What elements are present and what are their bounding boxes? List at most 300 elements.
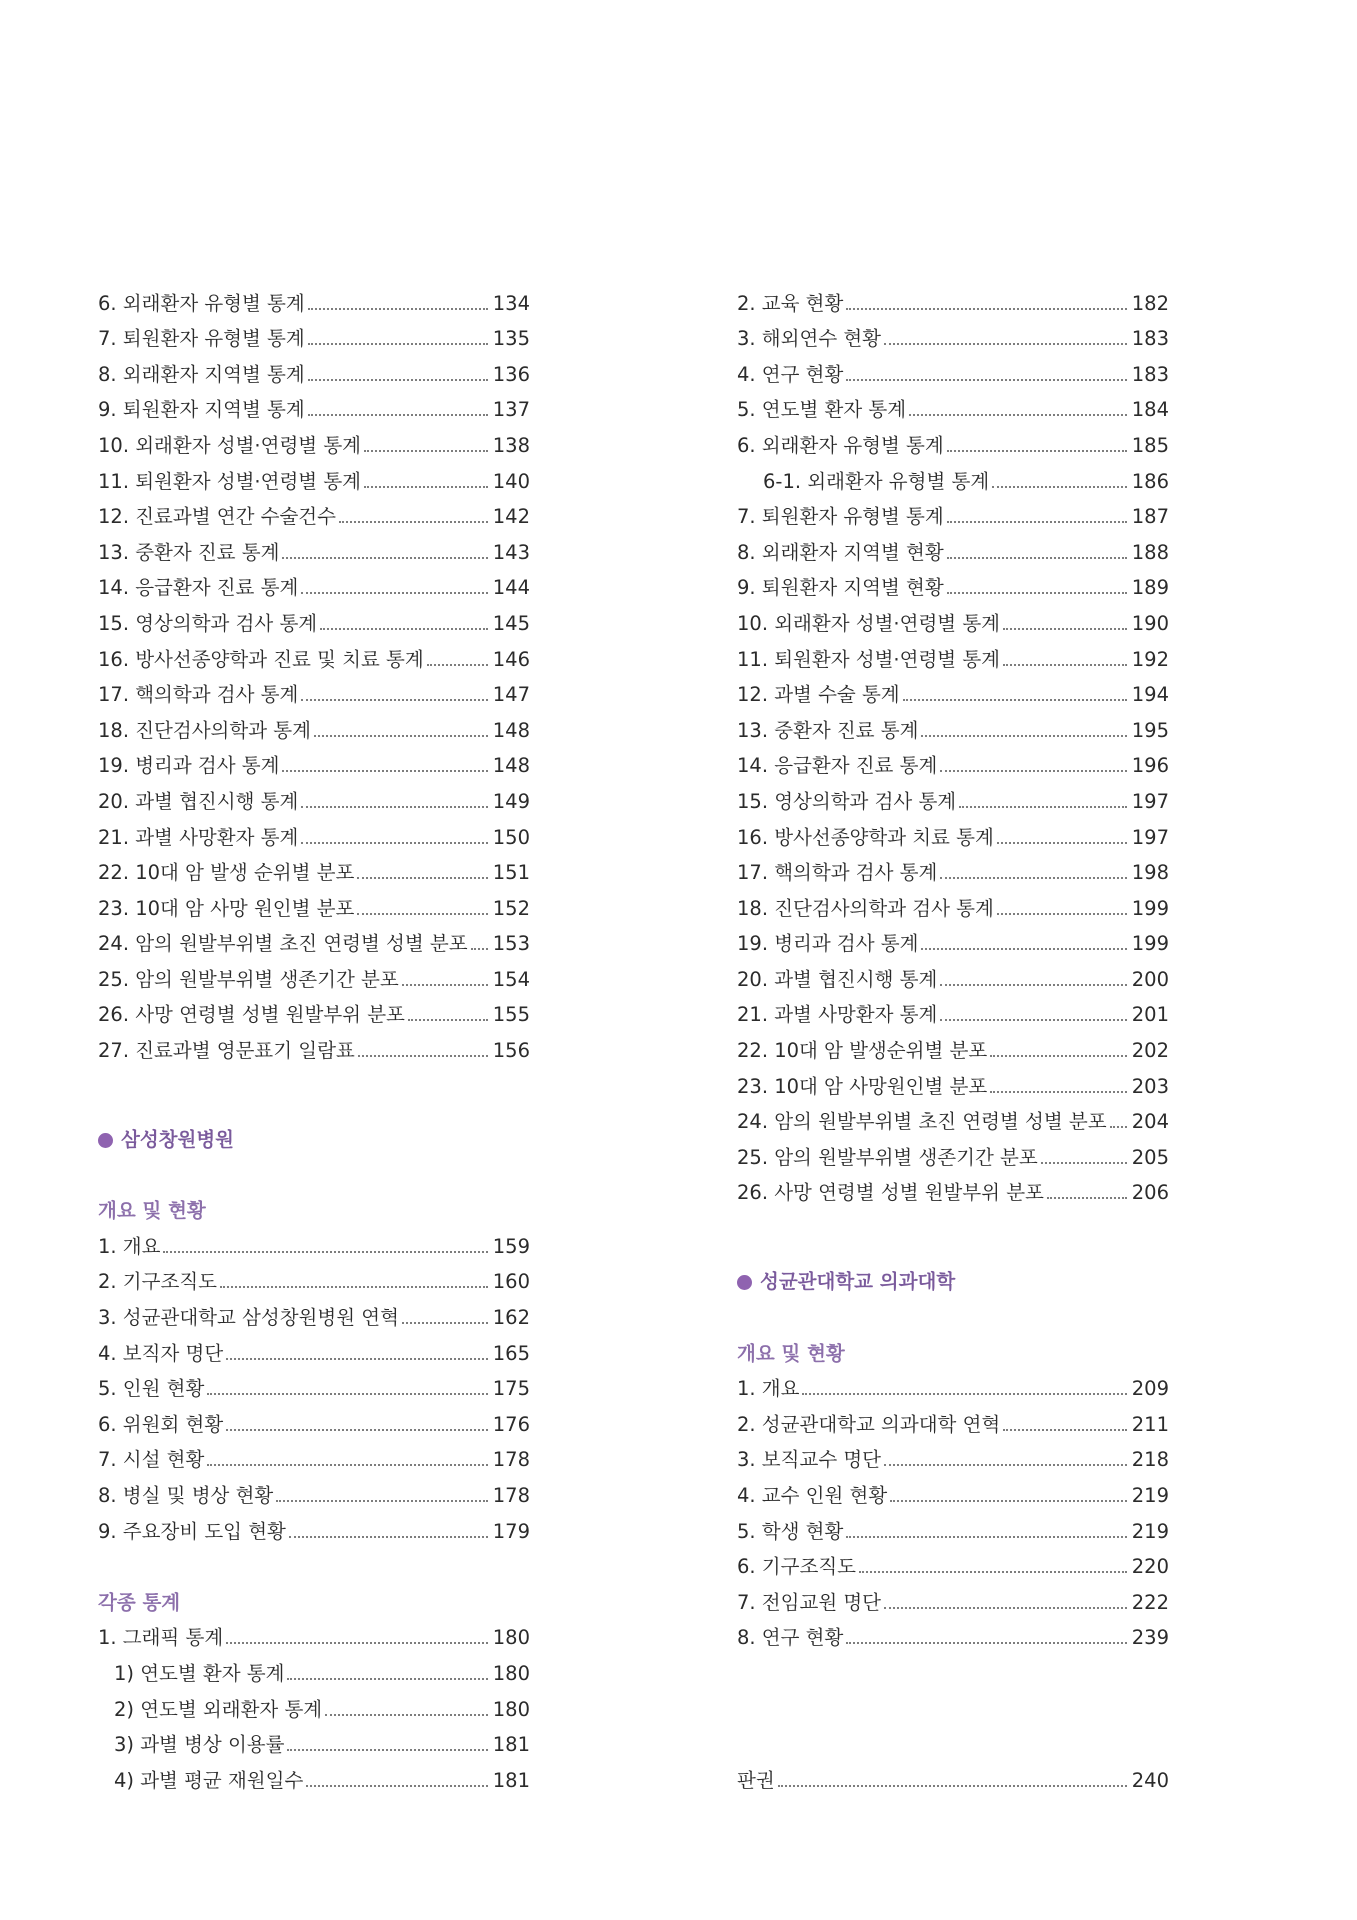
spacer bbox=[737, 1294, 1169, 1330]
toc-entry-label: 2. 기구조직도 bbox=[98, 1270, 217, 1294]
toc-entry-label: 1. 개요 bbox=[737, 1377, 800, 1401]
toc-entry-label: 8. 병실 및 병상 현황 bbox=[98, 1483, 274, 1507]
toc-entry-page: 198 bbox=[1131, 861, 1169, 885]
toc-entry-page: 197 bbox=[1131, 789, 1169, 813]
toc-entry[interactable] bbox=[98, 1472, 530, 1508]
toc-entry-label: 15. 영상의학과 검사 통계 bbox=[737, 789, 957, 813]
toc-entry-label: 3. 성균관대학교 삼성창원병원 연혁 bbox=[98, 1306, 399, 1330]
toc-entry-page: 143 bbox=[492, 540, 530, 564]
dot-leader bbox=[301, 699, 487, 701]
dot-leader bbox=[357, 913, 487, 915]
toc-entry-label: 9. 퇴원환자 지역별 현황 bbox=[737, 576, 944, 600]
toc-entry-page: 199 bbox=[1131, 932, 1169, 956]
subhead-statistics: 각종 통계 bbox=[98, 1590, 181, 1614]
toc-entry-label: 24. 암의 원발부위별 초진 연령별 성별 분포 bbox=[98, 932, 468, 956]
dot-leader bbox=[163, 1251, 487, 1253]
toc-entry-label: 24. 암의 원발부위별 초진 연령별 성별 분포 bbox=[737, 1110, 1107, 1134]
toc-entry[interactable] bbox=[98, 1401, 530, 1437]
section-title-text: 삼성창원병원 bbox=[121, 1128, 235, 1152]
toc-entry[interactable] bbox=[737, 1027, 1169, 1063]
section-title-text: 성균관대학교 의과대학 bbox=[760, 1270, 956, 1294]
toc-entry-page: 194 bbox=[1131, 683, 1169, 707]
dot-leader bbox=[992, 486, 1127, 488]
toc-entry[interactable] bbox=[737, 814, 1169, 850]
toc-list-left-overview bbox=[98, 1223, 530, 1543]
toc-entry[interactable] bbox=[737, 494, 1169, 530]
toc-entry-label: 1) 연도별 환자 통계 bbox=[114, 1661, 285, 1685]
toc-entry-page: 137 bbox=[492, 398, 530, 422]
toc-entry-page: 155 bbox=[492, 1003, 530, 1027]
toc-entry-page: 147 bbox=[492, 683, 530, 707]
toc-entry[interactable] bbox=[98, 1223, 530, 1259]
toc-entry-label: 16. 방사선종양학과 치료 통계 bbox=[737, 825, 994, 849]
toc-entry-label: 4. 보직자 명단 bbox=[98, 1341, 224, 1365]
toc-entry-label: 26. 사망 연령별 성별 원발부위 분포 bbox=[98, 1003, 405, 1027]
toc-entry-page: 218 bbox=[1131, 1448, 1169, 1472]
toc-entry-page: 199 bbox=[1131, 896, 1169, 920]
dot-leader bbox=[846, 379, 1126, 381]
toc-entry-label: 3) 과별 병상 이용률 bbox=[114, 1733, 285, 1757]
toc-entry[interactable] bbox=[737, 1134, 1169, 1170]
dot-leader bbox=[308, 414, 488, 416]
toc-entry-page: 206 bbox=[1131, 1181, 1169, 1205]
dot-leader bbox=[959, 806, 1127, 808]
toc-entry-label: 3. 보직교수 명단 bbox=[737, 1448, 882, 1472]
dot-leader bbox=[940, 877, 1126, 879]
toc-entry-label: 22. 10대 암 발생 순위별 분포 bbox=[98, 861, 355, 885]
toc-entry[interactable] bbox=[737, 1508, 1169, 1544]
dot-leader bbox=[846, 1536, 1126, 1538]
toc-entry-label: 11. 퇴원환자 성별·연령별 통계 bbox=[98, 469, 362, 493]
toc-entry-label: 9. 주요장비 도입 현황 bbox=[98, 1519, 286, 1543]
toc-entry[interactable] bbox=[737, 1401, 1169, 1437]
toc-entry[interactable] bbox=[737, 1437, 1169, 1473]
toc-entry[interactable] bbox=[737, 565, 1169, 601]
toc-entry[interactable] bbox=[98, 565, 530, 601]
dot-leader bbox=[1041, 1162, 1127, 1164]
dot-leader bbox=[226, 1642, 488, 1644]
toc-entry-label: 2. 교육 현황 bbox=[737, 291, 844, 315]
toc-entry[interactable] bbox=[98, 351, 530, 387]
dot-leader bbox=[408, 1019, 488, 1021]
toc-entry[interactable] bbox=[737, 316, 1169, 352]
dot-leader bbox=[990, 1055, 1127, 1057]
toc-entry[interactable] bbox=[737, 422, 1169, 458]
dot-leader bbox=[301, 592, 487, 594]
toc-entry-page: 186 bbox=[1131, 469, 1169, 493]
toc-entry-label: 17. 핵의학과 검사 통계 bbox=[98, 683, 299, 707]
toc-entry-page: 181 bbox=[492, 1733, 530, 1757]
toc-entry-page: 222 bbox=[1131, 1590, 1169, 1614]
toc-entry-page: 146 bbox=[492, 647, 530, 671]
dot-leader bbox=[220, 1286, 488, 1288]
toc-entry-label: 12. 진료과별 연간 수술건수 bbox=[98, 505, 336, 529]
toc-entry[interactable] bbox=[98, 743, 530, 779]
dot-leader bbox=[226, 1429, 488, 1431]
spacer bbox=[98, 1063, 530, 1099]
toc-entry-page: 159 bbox=[492, 1234, 530, 1258]
toc-entry-label: 23. 10대 암 사망 원인별 분포 bbox=[98, 896, 355, 920]
dot-leader bbox=[921, 735, 1126, 737]
toc-entry[interactable] bbox=[737, 850, 1169, 886]
toc-entry-page: 240 bbox=[1131, 1768, 1169, 1792]
toc-entry-label: 6. 기구조직도 bbox=[737, 1555, 856, 1579]
toc-entry-page: 140 bbox=[492, 469, 530, 493]
toc-entry-page: 185 bbox=[1131, 433, 1169, 457]
toc-entry-page: 182 bbox=[1131, 291, 1169, 315]
toc-entry-page: 180 bbox=[492, 1697, 530, 1721]
dot-leader bbox=[940, 1019, 1126, 1021]
toc-entry-page: 189 bbox=[1131, 576, 1169, 600]
toc-entry-page: 150 bbox=[492, 825, 530, 849]
spacer bbox=[98, 1152, 530, 1188]
toc-entry-page: 201 bbox=[1131, 1003, 1169, 1027]
toc-entry-label: 7. 퇴원환자 유형별 통계 bbox=[98, 327, 305, 351]
toc-entry[interactable] bbox=[737, 992, 1169, 1028]
toc-entry[interactable] bbox=[98, 1508, 530, 1544]
toc-entry-page: 205 bbox=[1131, 1145, 1169, 1169]
toc-entry-page: 192 bbox=[1131, 647, 1169, 671]
toc-entry[interactable] bbox=[98, 600, 530, 636]
dot-leader bbox=[320, 628, 488, 630]
toc-entry[interactable] bbox=[737, 387, 1169, 423]
dot-leader bbox=[427, 664, 488, 666]
dot-leader bbox=[287, 1749, 487, 1751]
toc-entry-label: 3. 해외연수 현황 bbox=[737, 327, 882, 351]
toc-entry-page: 142 bbox=[492, 505, 530, 529]
toc-entry-page: 196 bbox=[1131, 754, 1169, 778]
toc-entry-page: 200 bbox=[1131, 967, 1169, 991]
toc-entry-label: 9. 퇴원환자 지역별 통계 bbox=[98, 398, 305, 422]
toc-entry-label: 판권 bbox=[737, 1768, 775, 1792]
toc-entry-label: 13. 중환자 진료 통계 bbox=[737, 718, 919, 742]
toc-entry-page: 188 bbox=[1131, 540, 1169, 564]
toc-entry[interactable] bbox=[737, 1472, 1169, 1508]
toc-entry-page: 160 bbox=[492, 1270, 530, 1294]
toc-entry-label: 25. 암의 원발부위별 생존기간 분포 bbox=[737, 1145, 1038, 1169]
dot-leader bbox=[1047, 1197, 1127, 1199]
toc-entry-label: 10. 외래환자 성별·연령별 통계 bbox=[98, 433, 362, 457]
toc-entry-page: 181 bbox=[492, 1768, 530, 1792]
section-title-skku-medicine bbox=[737, 1259, 1169, 1295]
toc-entry-page: 145 bbox=[492, 611, 530, 635]
toc-entry[interactable] bbox=[98, 1437, 530, 1473]
toc-entry[interactable] bbox=[98, 1757, 530, 1793]
toc-entry-label: 18. 진단검사의학과 검사 통계 bbox=[737, 896, 994, 920]
dot-leader bbox=[947, 521, 1127, 523]
toc-entry-label: 20. 과별 협진시행 통계 bbox=[737, 967, 938, 991]
toc-entry[interactable] bbox=[98, 672, 530, 708]
toc-entry-page: 211 bbox=[1131, 1412, 1169, 1436]
dot-leader bbox=[282, 557, 487, 559]
toc-entry-label: 8. 외래환자 지역별 통계 bbox=[98, 362, 305, 386]
toc-entry-page: 156 bbox=[492, 1039, 530, 1063]
dot-leader bbox=[940, 984, 1126, 986]
toc-entry-page: 144 bbox=[492, 576, 530, 600]
toc-entry-label: 5. 학생 현황 bbox=[737, 1519, 844, 1543]
dot-leader bbox=[859, 1571, 1127, 1573]
toc-entry-page: 203 bbox=[1131, 1074, 1169, 1098]
dot-leader bbox=[357, 877, 487, 879]
toc-entry-label: 12. 과별 수술 통계 bbox=[737, 683, 900, 707]
toc-entry-label: 10. 외래환자 성별·연령별 통계 bbox=[737, 611, 1001, 635]
toc-entry[interactable] bbox=[98, 850, 530, 886]
toc-list-left-stats bbox=[98, 1615, 530, 1793]
toc-entry[interactable] bbox=[98, 1686, 530, 1722]
toc-entry-page: 180 bbox=[492, 1626, 530, 1650]
toc-entry-page: 202 bbox=[1131, 1039, 1169, 1063]
toc-entry-label: 14. 응급환자 진료 통계 bbox=[98, 576, 299, 600]
toc-entry-page: 219 bbox=[1131, 1519, 1169, 1543]
spacer bbox=[737, 1205, 1169, 1241]
dot-leader bbox=[402, 1322, 488, 1324]
toc-entry[interactable] bbox=[98, 885, 530, 921]
dot-leader bbox=[1003, 628, 1127, 630]
toc-entry[interactable] bbox=[737, 921, 1169, 957]
toc-entry[interactable] bbox=[98, 1259, 530, 1295]
dot-leader bbox=[884, 343, 1127, 345]
toc-entry-label: 27. 진료과별 영문표기 일람표 bbox=[98, 1039, 355, 1063]
spacer bbox=[737, 1650, 1169, 1686]
bullet-dot-icon bbox=[98, 1133, 113, 1148]
toc-entry-page: 184 bbox=[1131, 398, 1169, 422]
toc-entry[interactable] bbox=[98, 422, 530, 458]
toc-entry-label: 1. 그래픽 통계 bbox=[98, 1626, 224, 1650]
dot-leader bbox=[287, 1678, 487, 1680]
dot-leader bbox=[940, 770, 1126, 772]
toc-entry-page: 220 bbox=[1131, 1555, 1169, 1579]
toc-entry-page: 209 bbox=[1131, 1377, 1169, 1401]
toc-entry-label: 23. 10대 암 사망원인별 분포 bbox=[737, 1074, 988, 1098]
toc-entry-label: 1. 개요 bbox=[98, 1234, 161, 1258]
toc-entry-label: 6-1. 외래환자 유형별 통계 bbox=[763, 469, 990, 493]
dot-leader bbox=[802, 1393, 1126, 1395]
toc-entry-label: 5. 연도별 환자 통계 bbox=[737, 398, 907, 422]
spacer bbox=[98, 1544, 530, 1580]
toc-entry[interactable] bbox=[737, 600, 1169, 636]
toc-entry[interactable] bbox=[98, 387, 530, 423]
toc-entry-label: 4) 과별 평균 재원일수 bbox=[114, 1768, 304, 1792]
toc-left-column bbox=[98, 280, 530, 1793]
toc-entry-label: 2) 연도별 외래환자 통계 bbox=[114, 1697, 323, 1721]
toc-entry-page: 179 bbox=[492, 1519, 530, 1543]
toc-entry[interactable] bbox=[737, 529, 1169, 565]
toc-entry-page: 180 bbox=[492, 1661, 530, 1685]
toc-entry-page: 183 bbox=[1131, 327, 1169, 351]
toc-entry-label: 14. 응급환자 진료 통계 bbox=[737, 754, 938, 778]
toc-entry-label: 7. 퇴원환자 유형별 통계 bbox=[737, 505, 944, 529]
toc-entry[interactable] bbox=[737, 672, 1169, 708]
toc-entry-page: 183 bbox=[1131, 362, 1169, 386]
dot-leader bbox=[226, 1358, 488, 1360]
toc-entry-label: 11. 퇴원환자 성별·연령별 통계 bbox=[737, 647, 1001, 671]
toc-entry-page: 154 bbox=[492, 967, 530, 991]
toc-entry[interactable] bbox=[98, 494, 530, 530]
toc-entry[interactable] bbox=[737, 1099, 1169, 1135]
toc-entry-label: 2. 성균관대학교 의과대학 연혁 bbox=[737, 1412, 1001, 1436]
toc-entry[interactable] bbox=[98, 956, 530, 992]
toc-entry[interactable] bbox=[737, 1366, 1169, 1402]
toc-right-column bbox=[737, 280, 1169, 1793]
dot-leader bbox=[282, 770, 487, 772]
toc-entry[interactable] bbox=[737, 280, 1169, 316]
toc-entry-label: 22. 10대 암 발생순위별 분포 bbox=[737, 1039, 988, 1063]
dot-leader bbox=[990, 1091, 1127, 1093]
toc-entry-label: 21. 과별 사망환자 통계 bbox=[737, 1003, 938, 1027]
dot-leader bbox=[402, 984, 488, 986]
toc-entry[interactable] bbox=[737, 1063, 1169, 1099]
dot-leader bbox=[276, 1500, 488, 1502]
dot-leader bbox=[846, 1642, 1126, 1644]
dot-leader bbox=[1003, 664, 1127, 666]
toc-entry-label: 17. 핵의학과 검사 통계 bbox=[737, 861, 938, 885]
toc-entry-label: 15. 영상의학과 검사 통계 bbox=[98, 611, 318, 635]
dot-leader bbox=[1110, 1126, 1127, 1128]
dot-leader bbox=[846, 308, 1126, 310]
section-title-samsung-changwon bbox=[98, 1116, 530, 1152]
spacer bbox=[737, 1686, 1169, 1722]
toc-list-right-overview bbox=[737, 1366, 1169, 1651]
toc-entry-page: 134 bbox=[492, 291, 530, 315]
toc-entry[interactable] bbox=[98, 814, 530, 850]
spacer bbox=[98, 1099, 530, 1117]
spacer bbox=[737, 1241, 1169, 1259]
toc-entry-page: 197 bbox=[1131, 825, 1169, 849]
dot-leader bbox=[308, 343, 488, 345]
toc-entry-page: 178 bbox=[492, 1448, 530, 1472]
toc-entry[interactable] bbox=[98, 707, 530, 743]
toc-entry-label: 21. 과별 사망환자 통계 bbox=[98, 825, 299, 849]
toc-entry[interactable] bbox=[98, 280, 530, 316]
toc-entry[interactable] bbox=[98, 992, 530, 1028]
dot-leader bbox=[947, 592, 1127, 594]
toc-entry[interactable] bbox=[98, 636, 530, 672]
toc-entry-page: 152 bbox=[492, 896, 530, 920]
toc-entry-label: 18. 진단검사의학과 통계 bbox=[98, 718, 311, 742]
toc-entry[interactable] bbox=[98, 1294, 530, 1330]
toc-entry-page: 187 bbox=[1131, 505, 1169, 529]
dot-leader bbox=[884, 1464, 1127, 1466]
dot-leader bbox=[471, 948, 488, 950]
toc-entry-page: 176 bbox=[492, 1412, 530, 1436]
toc-entry[interactable] bbox=[98, 1615, 530, 1651]
dot-leader bbox=[306, 1785, 487, 1787]
toc-entry[interactable] bbox=[98, 1722, 530, 1758]
toc-entry[interactable] bbox=[737, 778, 1169, 814]
subhead-overview: 개요 및 현황 bbox=[98, 1199, 206, 1223]
toc-entry-label: 7. 전임교원 명단 bbox=[737, 1590, 882, 1614]
dot-leader bbox=[314, 735, 488, 737]
toc-entry-label: 26. 사망 연령별 성별 원발부위 분포 bbox=[737, 1181, 1044, 1205]
toc-entry[interactable] bbox=[737, 707, 1169, 743]
dot-leader bbox=[947, 450, 1127, 452]
toc-entry-page: 149 bbox=[492, 789, 530, 813]
toc-entry[interactable] bbox=[737, 458, 1169, 494]
toc-entry[interactable] bbox=[737, 956, 1169, 992]
toc-list-left-top bbox=[98, 280, 530, 1063]
dot-leader bbox=[947, 557, 1127, 559]
spacer bbox=[737, 1722, 1169, 1758]
subhead-overview: 개요 및 현황 bbox=[737, 1341, 845, 1365]
toc-entry[interactable] bbox=[737, 636, 1169, 672]
dot-leader bbox=[364, 486, 488, 488]
toc-entry[interactable] bbox=[737, 1579, 1169, 1615]
toc-entry[interactable] bbox=[98, 1330, 530, 1366]
toc-entry-page: 138 bbox=[492, 433, 530, 457]
toc-entry-label: 19. 병리과 검사 통계 bbox=[737, 932, 919, 956]
bullet-dot-icon bbox=[737, 1275, 752, 1290]
dot-leader bbox=[301, 806, 487, 808]
toc-entry-page: 153 bbox=[492, 932, 530, 956]
dot-leader bbox=[890, 1500, 1127, 1502]
toc-entry-label: 4. 연구 현황 bbox=[737, 362, 844, 386]
dot-leader bbox=[308, 308, 488, 310]
dot-leader bbox=[997, 913, 1127, 915]
dot-leader bbox=[364, 450, 488, 452]
toc-entry[interactable] bbox=[98, 458, 530, 494]
toc-entry-label: 4. 교수 인원 현황 bbox=[737, 1483, 888, 1507]
toc-entry[interactable] bbox=[98, 778, 530, 814]
toc-entry-label: 6. 외래환자 유형별 통계 bbox=[98, 291, 305, 315]
toc-entry-label: 6. 외래환자 유형별 통계 bbox=[737, 433, 944, 457]
toc-entry-page: 175 bbox=[492, 1377, 530, 1401]
toc-entry[interactable] bbox=[737, 1544, 1169, 1580]
toc-entry-label: 8. 외래환자 지역별 현황 bbox=[737, 540, 944, 564]
toc-entry[interactable] bbox=[737, 885, 1169, 921]
toc-entry-page: 195 bbox=[1131, 718, 1169, 742]
dot-leader bbox=[207, 1393, 487, 1395]
toc-entry[interactable] bbox=[737, 351, 1169, 387]
toc-entry-page: 190 bbox=[1131, 611, 1169, 635]
toc-entry-label: 6. 위원회 현황 bbox=[98, 1412, 224, 1436]
dot-leader bbox=[909, 414, 1127, 416]
toc-entry-page: 136 bbox=[492, 362, 530, 386]
toc-entry-colophon[interactable] bbox=[737, 1757, 1169, 1793]
dot-leader bbox=[778, 1785, 1127, 1787]
dot-leader bbox=[301, 842, 487, 844]
toc-entry-page: 239 bbox=[1131, 1626, 1169, 1650]
toc-entry[interactable] bbox=[98, 1366, 530, 1402]
toc-entry-page: 219 bbox=[1131, 1483, 1169, 1507]
toc-entry[interactable] bbox=[737, 1170, 1169, 1206]
dot-leader bbox=[997, 842, 1127, 844]
toc-entry-page: 165 bbox=[492, 1341, 530, 1365]
toc-list-right-top bbox=[737, 280, 1169, 1205]
dot-leader bbox=[884, 1607, 1127, 1609]
toc-entry-page: 162 bbox=[492, 1306, 530, 1330]
dot-leader bbox=[325, 1714, 488, 1716]
toc-entry[interactable] bbox=[98, 316, 530, 352]
toc-entry[interactable] bbox=[737, 1615, 1169, 1651]
dot-leader bbox=[308, 379, 488, 381]
toc-entry-page: 151 bbox=[492, 861, 530, 885]
toc-entry-label: 19. 병리과 검사 통계 bbox=[98, 754, 280, 778]
toc-entry-label: 7. 시설 현황 bbox=[98, 1448, 205, 1472]
dot-leader bbox=[339, 521, 488, 523]
toc-entry-label: 8. 연구 현황 bbox=[737, 1626, 844, 1650]
toc-entry[interactable] bbox=[737, 743, 1169, 779]
dot-leader bbox=[358, 1055, 488, 1057]
toc-entry-page: 178 bbox=[492, 1483, 530, 1507]
toc-entry-page: 135 bbox=[492, 327, 530, 351]
toc-entry[interactable] bbox=[98, 529, 530, 565]
toc-entry-page: 148 bbox=[492, 754, 530, 778]
toc-entry[interactable] bbox=[98, 1027, 530, 1063]
toc-entry-page: 204 bbox=[1131, 1110, 1169, 1134]
dot-leader bbox=[289, 1536, 488, 1538]
toc-entry[interactable] bbox=[98, 1650, 530, 1686]
toc-entry[interactable] bbox=[98, 921, 530, 957]
